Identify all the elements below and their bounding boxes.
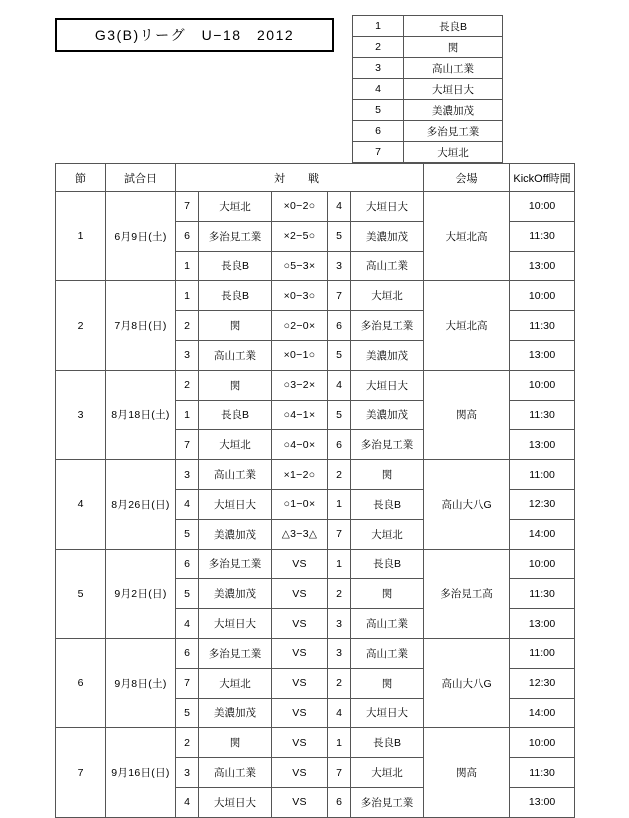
home-team-number: 2 [176,728,199,758]
match-score: ○4−1× [272,400,328,430]
home-team-name: 関 [199,728,272,758]
venue: 高山大八G [424,638,510,727]
away-team-name: 多治見工業 [351,311,424,341]
match-score: VS [272,728,328,758]
home-team-name: 長良B [199,281,272,311]
team-list-row [353,16,503,37]
kickoff-time: 11:30 [510,400,575,430]
away-team-number: 6 [328,311,351,341]
away-team-number: 2 [328,668,351,698]
match-score: ○1−0× [272,489,328,519]
kickoff-time: 11:30 [510,221,575,251]
match-score: ○3−2× [272,370,328,400]
kickoff-time: 13:00 [510,430,575,460]
match-date: 9月8日(土) [106,638,176,727]
venue: 関高 [424,370,510,459]
home-team-name: 長良B [199,400,272,430]
away-team-name: 長良B [351,728,424,758]
away-team-number: 1 [328,728,351,758]
home-team-number: 6 [176,638,199,668]
kickoff-time: 14:00 [510,519,575,549]
home-team-name: 関 [199,311,272,341]
home-team-number: 7 [176,668,199,698]
away-team-name: 美濃加茂 [351,221,424,251]
venue: 大垣北高 [424,281,510,370]
match-score: ×2−5○ [272,221,328,251]
team-name: 長良B [404,16,503,37]
away-team-name: 関 [351,668,424,698]
away-team-name: 長良B [351,549,424,579]
schedule-match-row [56,728,575,758]
team-number: 5 [353,100,404,121]
team-list-row [353,100,503,121]
away-team-name: 長良B [351,489,424,519]
section-number: 5 [56,549,106,638]
team-list-row [353,142,503,163]
match-score: △3−3△ [272,519,328,549]
home-team-number: 3 [176,758,199,788]
away-team-number: 5 [328,400,351,430]
match-date: 8月26日(日) [106,460,176,549]
venue: 関高 [424,728,510,817]
kickoff-time: 10:00 [510,281,575,311]
kickoff-time: 10:00 [510,192,575,222]
team-name: 大垣北 [404,142,503,163]
schedule-body [56,192,575,818]
home-team-number: 2 [176,311,199,341]
away-team-number: 4 [328,192,351,222]
home-team-number: 6 [176,221,199,251]
match-date: 8月18日(土) [106,370,176,459]
home-team-name: 大垣日大 [199,609,272,639]
team-number: 1 [353,16,404,37]
home-team-name: 高山工業 [199,460,272,490]
page-title: G3(B)リーグ U−18 2012 [94,27,295,43]
home-team-name: 多治見工業 [199,638,272,668]
away-team-name: 大垣日大 [351,192,424,222]
kickoff-time: 12:30 [510,668,575,698]
home-team-name: 大垣北 [199,192,272,222]
schedule-match-row [56,370,575,400]
away-team-number: 2 [328,579,351,609]
team-number: 3 [353,58,404,79]
home-team-name: 大垣日大 [199,489,272,519]
kickoff-time: 10:00 [510,370,575,400]
home-team-name: 大垣日大 [199,787,272,817]
section-number: 7 [56,728,106,817]
home-team-name: 関 [199,370,272,400]
match-score: VS [272,758,328,788]
kickoff-time: 11:30 [510,579,575,609]
match-date: 6月9日(土) [106,192,176,281]
home-team-number: 5 [176,698,199,728]
away-team-name: 美濃加茂 [351,400,424,430]
header-kickoff: KickOff時間 [510,164,575,192]
match-score: VS [272,698,328,728]
team-name: 多治見工業 [404,121,503,142]
away-team-name: 大垣北 [351,519,424,549]
kickoff-time: 11:00 [510,460,575,490]
section-number: 1 [56,192,106,281]
schedule-header [56,164,575,192]
home-team-name: 美濃加茂 [199,579,272,609]
away-team-name: 大垣北 [351,281,424,311]
away-team-number: 1 [328,549,351,579]
kickoff-time: 13:00 [510,251,575,281]
match-score: VS [272,609,328,639]
home-team-number: 2 [176,370,199,400]
team-list-row [353,121,503,142]
away-team-number: 5 [328,221,351,251]
away-team-name: 大垣日大 [351,370,424,400]
home-team-number: 1 [176,281,199,311]
schedule-table [55,163,575,818]
match-score: VS [272,579,328,609]
header-venue: 会場 [424,164,510,192]
team-list-row [353,79,503,100]
away-team-name: 関 [351,460,424,490]
schedule-match-row [56,192,575,222]
away-team-name: 多治見工業 [351,787,424,817]
home-team-name: 高山工業 [199,340,272,370]
header-section: 節 [56,164,106,192]
away-team-number: 3 [328,609,351,639]
home-team-number: 1 [176,400,199,430]
team-list-body [353,16,503,163]
away-team-number: 7 [328,519,351,549]
match-score: ○4−0× [272,430,328,460]
team-name: 高山工業 [404,58,503,79]
home-team-name: 大垣北 [199,430,272,460]
header-date: 試合日 [106,164,176,192]
away-team-name: 高山工業 [351,251,424,281]
away-team-name: 美濃加茂 [351,340,424,370]
section-number: 6 [56,638,106,727]
team-list-table [352,15,503,163]
team-name: 大垣日大 [404,79,503,100]
home-team-number: 7 [176,192,199,222]
away-team-number: 4 [328,370,351,400]
home-team-number: 1 [176,251,199,281]
home-team-name: 大垣北 [199,668,272,698]
match-score: ×0−3○ [272,281,328,311]
team-name: 関 [404,37,503,58]
home-team-number: 5 [176,519,199,549]
match-score: VS [272,787,328,817]
match-date: 9月2日(日) [106,549,176,638]
home-team-name: 高山工業 [199,758,272,788]
team-number: 7 [353,142,404,163]
kickoff-time: 11:30 [510,758,575,788]
match-score: ○5−3× [272,251,328,281]
match-score: ×0−2○ [272,192,328,222]
match-score: VS [272,549,328,579]
kickoff-time: 13:00 [510,609,575,639]
away-team-number: 1 [328,489,351,519]
home-team-number: 7 [176,430,199,460]
venue: 大垣北高 [424,192,510,281]
match-score: VS [272,668,328,698]
schedule-header-row [56,164,575,192]
away-team-number: 4 [328,698,351,728]
kickoff-time: 10:00 [510,728,575,758]
team-name: 美濃加茂 [404,100,503,121]
away-team-name: 多治見工業 [351,430,424,460]
schedule-match-row [56,549,575,579]
away-team-number: 6 [328,430,351,460]
match-score: VS [272,638,328,668]
home-team-number: 4 [176,609,199,639]
kickoff-time: 13:00 [510,787,575,817]
away-team-name: 関 [351,579,424,609]
kickoff-time: 13:00 [510,340,575,370]
away-team-number: 3 [328,638,351,668]
match-score: ×0−1○ [272,340,328,370]
team-list-row [353,37,503,58]
team-number: 4 [353,79,404,100]
match-date: 7月8日(日) [106,281,176,370]
away-team-number: 5 [328,340,351,370]
venue: 高山大八G [424,460,510,549]
kickoff-time: 10:00 [510,549,575,579]
away-team-number: 7 [328,758,351,788]
home-team-name: 美濃加茂 [199,519,272,549]
away-team-name: 高山工業 [351,609,424,639]
schedule-match-row [56,638,575,668]
home-team-number: 3 [176,460,199,490]
away-team-name: 大垣日大 [351,698,424,728]
home-team-number: 4 [176,787,199,817]
away-team-number: 6 [328,787,351,817]
away-team-number: 7 [328,281,351,311]
team-number: 2 [353,37,404,58]
away-team-name: 大垣北 [351,758,424,788]
team-number: 6 [353,121,404,142]
section-number: 3 [56,370,106,459]
schedule-match-row [56,281,575,311]
home-team-number: 3 [176,340,199,370]
home-team-number: 4 [176,489,199,519]
team-list-row [353,58,503,79]
section-number: 4 [56,460,106,549]
away-team-name: 高山工業 [351,638,424,668]
home-team-number: 6 [176,549,199,579]
schedule-match-row [56,460,575,490]
match-score: ×1−2○ [272,460,328,490]
kickoff-time: 14:00 [510,698,575,728]
kickoff-time: 12:30 [510,489,575,519]
away-team-number: 3 [328,251,351,281]
home-team-name: 多治見工業 [199,549,272,579]
home-team-name: 多治見工業 [199,221,272,251]
home-team-name: 美濃加茂 [199,698,272,728]
kickoff-time: 11:00 [510,638,575,668]
match-date: 9月16日(日) [106,728,176,817]
section-number: 2 [56,281,106,370]
home-team-number: 5 [176,579,199,609]
kickoff-time: 11:30 [510,311,575,341]
match-score: ○2−0× [272,311,328,341]
header-match: 対 戦 [176,164,424,192]
league-title-box [55,18,334,52]
home-team-name: 長良B [199,251,272,281]
away-team-number: 2 [328,460,351,490]
venue: 多治見工高 [424,549,510,638]
